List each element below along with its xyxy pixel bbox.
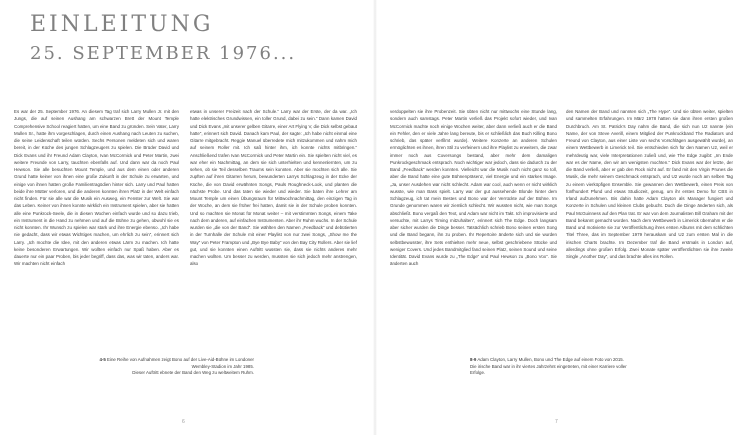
text-column-2 bbox=[190, 108, 357, 308]
caption-text: Dieser Auftritt ebnete der Band den Weg zu weltweitem Ruhm. bbox=[132, 370, 254, 376]
caption-text: Adam Clayton, Larry Mullen, Bono und The Edge auf einem Foto von 2015. bbox=[477, 357, 624, 362]
chapter-title: EINLEITUNG bbox=[30, 12, 214, 37]
body-paragraph: etwas in unserer Freizeit nach der Schule.“ Larry war der Erste, der da war. „Ich hatte elektrisches Grundwissen, ein toller Grund, dabei zu sein.“ Dann kamen David und Dick Evans „mit unserer gelben Gitarre, einer Art Flying V, die Dick selbst gebaut hatte“, erinnert sich David. Danach kam Paul, der sagte: „Ich habe nicht einmal eine Gitarre mitgebracht. Reggie Manuel überredete mich mitzukommen und nahm mich auf seinem Roller mit. Ich saß hinter ihm, ich konnte nichts mitbringen.“ Anschließend trafen Ivan McCormick und Peter Martin ein. Sie spielten nicht viel, es war eher ein Nachmittag, an dem sie sich unterhielten und kennenlernten, um zu sehen, ob sie Teil desselben Traums sein konnten. Aber sie mochten sich alle. Sie zupften auf ihren Gitarren herum, bewunderten Larrys Schlagzeug in der Ecke der Küche, die von David erwähnten Songs, Pauls Roughneck-Look, und planten die nächste Probe. Und das taten sie wieder und wieder. Sie baten ihre Lehrer am Mount Temple um einen Übungsraum für Mittwochnachmittag, den einzigen Tag in der Woche, an dem sie früher frei hatten, damit sie in der Schule proben konnten. Und so machten sie Monat für Monat weiter – mit verstimmten Songs, einem Take nach dem anderen, auf einfachen Instrumenten. Aber ihr Ruhm wuchs. In der Schule wurden sie „die von der Band“. Sie wählten den Namen „Feedback“ und debütierten in der Turnhalle der Schule mit einer Playlist von nur zwei Songs, „Show me the Way“ von Peter Frampton und „Bye Bye Baby“ von den Bay City Rollers. Aber sie lief gut, und sie konnten einen Auftritt wussten sie, dass sie nichts anderes mehr machen wollten. Um besser zu werden, mussten sie sich jedoch mehr anstrengen, also bbox=[190, 109, 357, 267]
photo-caption-right bbox=[470, 357, 630, 377]
page-number-right: 7 bbox=[555, 419, 558, 425]
photo-caption-left bbox=[96, 357, 254, 377]
text-column-3 bbox=[390, 108, 557, 308]
text-column-4 bbox=[566, 108, 733, 308]
chapter-subtitle: 25. SEPTEMBER 1976... bbox=[30, 43, 297, 64]
book-gutter bbox=[373, 0, 377, 435]
caption-text: Die irische Band war in ihr viertes Jahrzehnt eingetreten, mit einer Karriere voller Erfolge. bbox=[470, 363, 627, 376]
caption-number: 4-5 bbox=[99, 357, 106, 362]
caption-text: Eine Reihe von Aufnahmen zeigt Bono auf der Live-Aid-Bühne im Londoner Wembley-Stadion im Jahr 1985. bbox=[107, 357, 254, 369]
body-paragraph: den Namen der Band und nannten sich „The Hype“. Und sie übten weiter, spielten und sammelten Erfahrungen. Im März 1978 hatten sie dann ihren ersten großen Durchbruch. Am St. Patrick’s Day nahm die Band, die sich nun U2 nannte (ein Name, der von Steve Averill, einem Mitglied der Punkrockband The Radiators und Freund von Clayton, aus einer Liste von sechs Vorschlägen ausgewählt wurde), an einem Wettbewerb in Limerick teil. Sie entschieden sich für den Namen U2, weil er mehrdeutig war, viele Interpretationen zuließ und, wie The Edge zugibt: „Im Ende war es der Name, den wir am wenigsten mochten.“ Dick Evans war der letzte, der die Band verließ, aber er gab den Rock nicht auf. Er fand mit den Virgin Prunes die Musik, die mehr seinem Geschmack entsprach, und U2 wurde noch am selben Tag zu einem vierköpfigen Ensemble. Sie gewannen den Wettbewerb, einen Preis von fünfhundert Pfund und etwas Studiozeit, genug, um ihr erstes Demo für CBS in Irland aufzunehmen. Bis dahin hatte Adam Clayton als Manager fungiert und Konzerte in Schulen und kleinen Clubs gebucht. Doch die Dinge änderten sich, als Paul McGuinness auf den Plan trat. Er war von dem Journalisten Bill Graham mit der Band bekannt gemacht worden. Nach dem Wettbewerb in Limerick übernahm er die Band und motivierte sie zur Veröffentlichung ihres ersten Albums mit dem schlichten Titel Three, das im September 1979 herauskam und U2 zum ersten Mal in die irischen Charts brachte. Im Dezember traf die Band erstmals in London auf, allerdings ohne großen Erfolg. Zwei Monate später veröffentlichten sie ihre zweite Single „Another Day“, und das brachte alles ins Rollen. bbox=[566, 109, 733, 259]
body-paragraph: Es war der 25. September 1976. An diesem Tag traf sich Larry Mullen Jr. mit den Jungs, die auf seinen Aushang am schwarzen Brett der Mount Temple Comprehensive School reagiert hatten, um eine Band zu gründen. Sein Vater, Larry Mullen Sr., hatte ihm vorgeschlagen, durch einen Aushang nach Leuten zu suchen, die seine Leidenschaft teilen würden. Sechs Personen meldeten sich und waren bereit, in der Küche des jungen Schlagzeugers zu spielen. Die Brüder David und Dick Evans und ihr Freund Adam Clayton, Ivan McCormick und Peter Martin, zwei weitere Freunde von Larry, tauchten ebenfalls auf. Und dann war da noch Paul Hewson. Sie alle besuchten Mount Temple, und aus dem einen oder anderen Grund hatte keiner von ihnen eine große Zukunft in der Schule zu erwarten, und einige von ihnen hatten große Familientragödien hinter sich. Larry und Paul hatten beide ihre Mütter verloren, und die anderen konnten ihren Platz in der Welt einfach nicht finden. Für sie alle war die Musik ein Ausweg, ein Fenster zur Welt. Sie war das Leben. Keiner von ihnen konnte wirklich ein Instrument spielen, aber sie hatten alle eine Punkrock-Seele, die in diesen Wochen einfach wurde und so dazu trieb, ein Instrument in die Hand zu nehmen und auf die Bühne zu gehen, obwohl sie es nicht konnten. Ihr Wunsch zu spielen war stark und ihre Energie ebenso. „Ich habe nie gedacht, dass wir etwas Wichtiges machen, um ehrlich zu sein“, erinnert sich Larry. „Ich mochte die Idee, mit den anderen etwas Lärm zu machen. Ich hatte keine besonderen Erwartungen. Wir wollten einfach nur Spaß haben. Aber es dauerte nur ein paar Proben, bis jeder begriff, dass das, was wir taten, anders war. Wir machten nicht einfach bbox=[14, 109, 179, 267]
text-column-1 bbox=[14, 108, 179, 308]
page-number-left: 6 bbox=[182, 419, 185, 425]
caption-number: 8-9 bbox=[470, 357, 477, 362]
chapter-heading bbox=[30, 10, 296, 66]
body-paragraph: verdoppelten sie ihre Probenzeit. Sie übten nicht nur mittwochs eine Stunde lang, sondern auch samstags. Peter Martin verließ das Projekt sofort wieder, und Ivan McCormick machte noch einige Wochen weiter, aber dann verließ auch er die Band ein Fehler, den er viele Jahre lang bereute, bis er schließlich das Buch Killing Bono schrieb, das später verfilmt wurde). Weitere Konzerte an anderen Schulen ermöglichten es ihnen, ihren Stil zu verfeinern und ihre Playlist zu erweitern, die zwar immer noch aus Coversongs bestand, aber mehr dem damaligen Punkrockgeschmack entsprach. Noch wichtiger war jedoch, dass sie dadurch zu der Band „Feedback“ werden konnten. Vielleicht war die Musik noch nicht ganz so toll, aber die Band hatte eine gute Bühnenpräsenz, viel Energie und ein starkes Image. „Ja, unser Ausdehen war nicht schlecht. Adam war cool, auch wenn er nicht wirklich wusste, wie man Bass spielt. Larry war der gut aussehende Blonde hinter dem Schlagzeug, ich tat mein Bestes und Bono war der Verrückte auf der Bühne. Im Grunde genommen waren wir ziemlich schlecht. Wir wussten nicht, wie man Songs abschließt. Bono vergaß den Text, und Adam war nicht im Takt. Ich improvisierte und versuchte, mit Larrys Timing mitzuhalten“, erinnert sich The Edge. Doch langsam aber sicher wurden die Dinge besser. Tatsächlich schrieb Bono seinen ersten Song und die Band begann, ihn zu proben. Ihr Repertoire änderte sich und sie wurden selbstbewusster, ihre Sets enthielten mehr neue, selbst geschriebene Stücke und weniger Covers. Und jedes Bandmitglied fand seinen Platz, seinen Sound und seine Identität. David Evans wurde zu „The Edge“ und Paul Hewson zu „Bono Vox“. Sie änderten auch bbox=[390, 109, 557, 267]
